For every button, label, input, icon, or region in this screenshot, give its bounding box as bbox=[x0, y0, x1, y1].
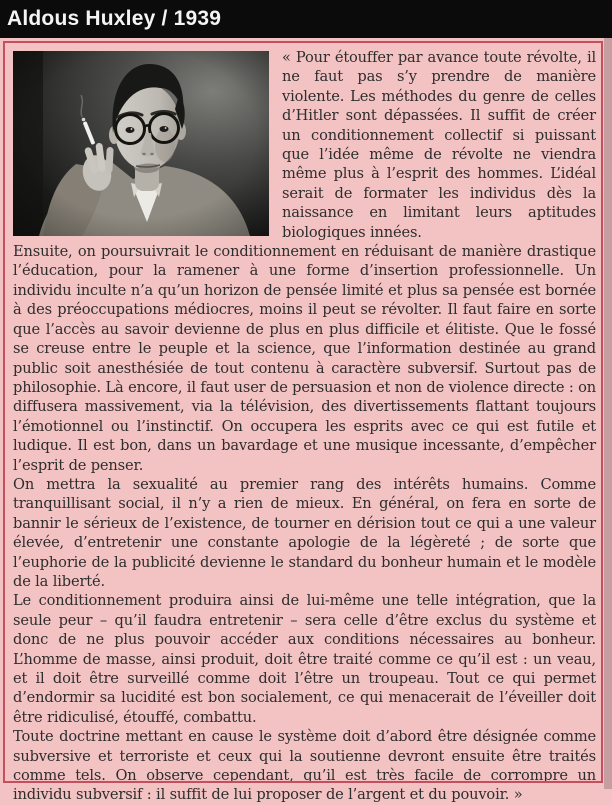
quote-paragraph-3: On mettra la sexualité au premier rang des intérêts humains. Comme tranquillisant social, il n’y a rien de mieux. En général, on fera en sorte de bannir le sérieux de l’existence, de tourner en dérision tout ce qui a une valeur élevée, d’entretenir une constante apologie de la légèreté ; de sorte que l’euphorie de la publicité devienne le standard du bonheur humain et le modèle de la liberté. bbox=[13, 475, 596, 590]
quote-page bbox=[0, 38, 612, 804]
huxley-portrait-photo bbox=[13, 51, 269, 236]
page-title: Aldous Huxley / 1939 bbox=[7, 7, 222, 30]
quote-paragraph-1: « Pour étouffer par avance toute révolte, il ne faut pas s’y prendre de manière violente. Les méthodes du genre de celles d’Hitler sont dépassées. Il suffit de créer un conditionnement collectif si puissant que l’idée même de révolte ne viendra même plus à l’esprit des hommes. L’idéal serait de formater les individus dès la naissance en limitant leurs aptitudes biologiques innées. bbox=[282, 49, 596, 241]
quote-paragraph-2: Ensuite, on poursuivrait le conditionnement en réduisant de manière drastique l’éducation, pour la ramener à une forme d’insertion professionnelle. Un individu inculte n’a qu’un horizon de pensée limité et plus sa pensée est bornée à des préoccupations médiocres, moins il peut se révolter. Il faut faire en sorte que l’accès au savoir devienne de plus en plus difficile et élitiste. Que le fossé se creuse entre le peuple et la science, que l’information destinée au grand public soit anesthésiée de tout contenu à caractère subversif. Surtout pas de philosophie. Là encore, il faut user de persuasion et non de violence directe : on diffusera massivement, via la télévision, des divertissements flattant toujours l’émotionnel ou l’instinctif. On occupera les esprits avec ce qui est futile et ludique. Il est bon, dans un bavardage et une musique incessante, d’empêcher l’esprit de penser. bbox=[13, 243, 596, 474]
photo-vignette bbox=[13, 51, 269, 236]
quote-article bbox=[13, 48, 596, 805]
quote-paragraph-5: Toute doctrine mettant en cause le système doit d’abord être désignée comme subversive et terroriste et ceux qui la soutienne devront ensuite être traités comme tels. On observe cependant, qu’il est très facile de corrompre un individu subversif : il suffit de lui proposer de l’argent et du pouvoir. » bbox=[13, 728, 596, 804]
title-bar bbox=[0, 0, 612, 38]
quote-paragraph-4: Le conditionnement produira ainsi de lui-même une telle intégration, que la seule peur – qu’il faudra entretenir – sera celle d’être exclus du système et donc de ne plus pouvoir accéder aux conditions nécessaires au bonheur. L’homme de masse, ainsi produit, doit être traité comme ce qu’il est : un veau, et il doit être surveillé comme doit l’être un troupeau. Tout ce qui permet d’endormir sa lucidité est bon socialement, ce qui menacerait de l’éveiller doit être ridiculisé, étouffé, combattu. bbox=[13, 592, 596, 726]
right-edge-strip bbox=[604, 38, 612, 789]
